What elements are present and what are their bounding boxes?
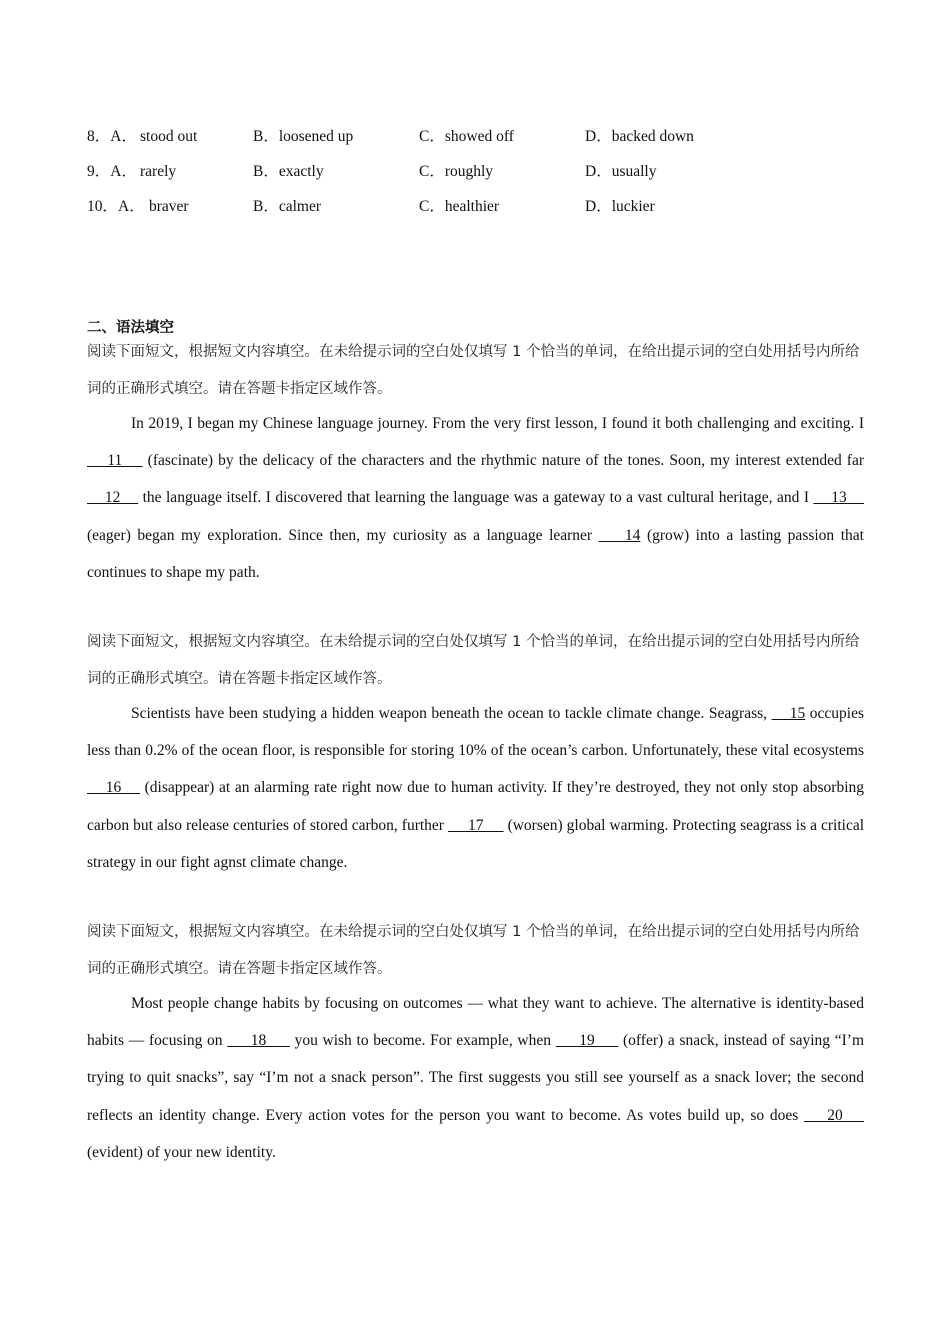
option-d: D．luckier [585,198,655,215]
option-d: D．backed down [585,128,694,145]
passage-1 [87,405,864,591]
answer-blank[interactable]: 17 [447,816,504,834]
question-number: 9．A． [87,163,137,180]
answer-blank[interactable]: 12 [87,489,139,507]
passage-text: (evident) of your new identity. [87,1143,276,1161]
option-c: C．roughly [419,163,494,180]
option-c: C．showed off [419,128,514,145]
passage-text: In 2019, I began my Chinese language journey. From the very first lesson, I found it both challenging and exciting. I [131,415,864,432]
passage-2 [87,695,864,881]
answer-blank[interactable]: 13 [813,489,865,507]
answer-blank[interactable]: 16 [87,779,140,797]
choice-row-9 [87,161,787,183]
instruction-2: 阅读下面短文，根据短文内容填空。在未给提示词的空白处仅填写 1 个恰当的单词，在给出提示词的空白处用括号内所给词的正确形式填空。请在答题卡指定区域作答。 [87,634,860,687]
passage-3 [87,985,864,1171]
option-a: stood out [140,128,198,145]
passage-text: (disappear) at an alarming rate right now due to human activity. If they’re destroyed, they not only stop absorbing carbon but also release centuries of stored carbon, further [87,779,864,834]
passage-text: (worsen) global warming. Protecting seagrass is a critical strategy in our fight agnst climate change. [87,816,865,871]
answer-blank[interactable]: 15 [771,705,806,722]
answer-blank[interactable]: 14 [598,526,641,544]
answer-blank[interactable]: 19 [555,1032,619,1050]
option-b: B．calmer [253,198,322,215]
option-a: braver [149,198,189,215]
passage-text: (eager) began my exploration. Since then, my curiosity as a language learner [87,526,599,544]
instruction-1: 阅读下面短文，根据短文内容填空。在未给提示词的空白处仅填写 1 个恰当的单词，在给出提示词的空白处用括号内所给词的正确形式填空。请在答题卡指定区域作答。 [87,344,860,397]
option-d: D．usually [585,163,657,180]
choice-row-10 [87,196,787,218]
passage-text: (grow) into a lasting passion that continues to shape my path. [87,526,864,581]
passage-text: Scientists have been studying a hidden weapon beneath the ocean to tackle climate change. Seagrass, [131,705,772,722]
instruction-3: 阅读下面短文，根据短文内容填空。在未给提示词的空白处仅填写 1 个恰当的单词，在给出提示词的空白处用括号内所给词的正确形式填空。请在答题卡指定区域作答。 [87,924,860,977]
answer-blank[interactable]: 20 [804,1106,864,1124]
passage-text: you wish to become. For example, when [289,1032,556,1050]
passage-text: occupies less than 0.2% of the ocean floor, is responsible for storing 10% of the ocean’s carbon. Unfortunately, these vital ecosystems [87,705,865,760]
option-a: rarely [140,163,177,180]
answer-blank[interactable]: 11 [87,452,143,470]
passage-text: (offer) a snack, instead of saying “I’m trying to quit snacks”, say “I’m not a snack person”. The first suggests you still see yourself as a snack lover; the second reflects an identity change. Every action votes for the person you want to become. As votes build up, so does [87,1032,865,1124]
question-number: 8．A． [87,128,137,145]
question-number: 10．A． [87,198,145,215]
option-b: B．loosened up [253,128,354,145]
option-c: C．healthier [419,198,500,215]
choice-row-8 [87,126,787,148]
passage-text: (fascinate) by the delicacy of the characters and the rhythmic nature of the tones. Soon, my interest extended far [142,452,864,470]
option-b: B．exactly [253,163,324,180]
section-title: 二、语法填空 [87,320,174,336]
passage-text: Most people change habits by focusing on outcomes — what they want to achieve. The alternative is identity-based habits — focusing on [87,995,864,1050]
passage-text: the language itself. I discovered that learning the language was a gateway to a vast cultural heritage, and I [138,489,814,507]
answer-blank[interactable]: 18 [227,1032,290,1050]
